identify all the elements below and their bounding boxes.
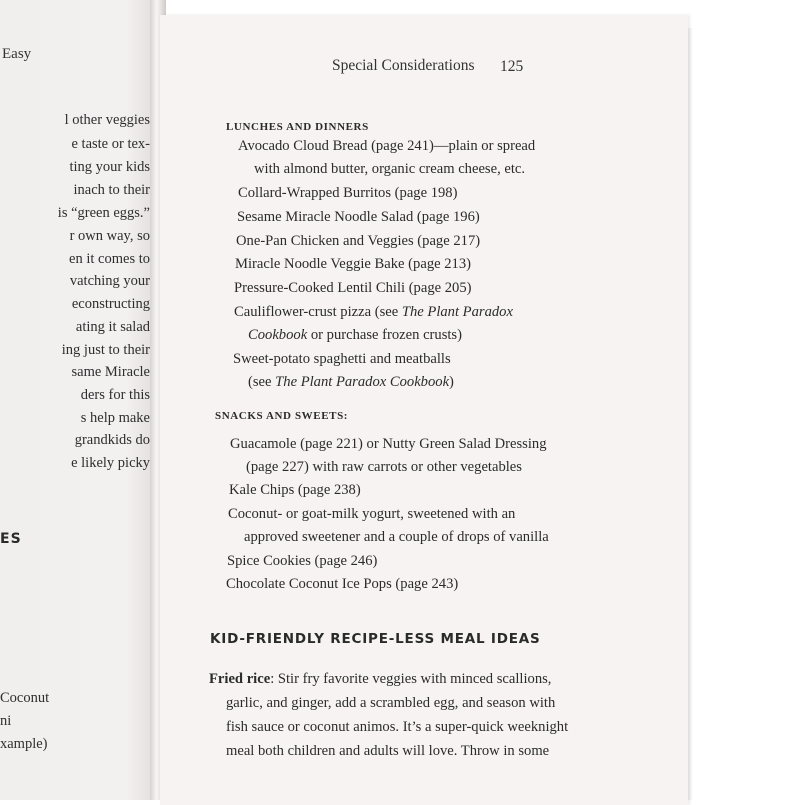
- section-label-snacks: SNACKS AND SWEETS:: [215, 410, 349, 422]
- list-item: Guacamole (page 221) or Nutty Green Salad Dressing: [230, 436, 547, 452]
- list-item: Pressure-Cooked Lentil Chili (page 205): [234, 280, 472, 296]
- left-page: [0, 0, 158, 800]
- left-text-line: xample): [0, 736, 48, 752]
- item-text: ): [449, 374, 454, 390]
- left-text-line: same Miracle: [71, 364, 150, 380]
- paragraph-line: garlic, and ginger, add a scrambled egg, and season with: [226, 695, 556, 711]
- left-text-line: s help make: [80, 410, 150, 426]
- book-title: Cookbook: [248, 327, 308, 343]
- list-item: Collard-Wrapped Burritos (page 198): [238, 185, 458, 201]
- fried-rice-term: Fried rice: [209, 671, 271, 687]
- left-text-line: inach to their: [73, 182, 150, 198]
- left-text-line: l other veggies: [64, 112, 150, 128]
- left-text-line: e likely picky: [71, 455, 150, 471]
- left-text-line: is “green eggs.”: [57, 205, 150, 221]
- item-text: Cauliflower-crust pizza (see: [234, 304, 402, 320]
- kid-friendly-heading: KID-FRIENDLY RECIPE-LESS MEAL IDEAS: [210, 631, 541, 647]
- left-text-line: ing just to their: [61, 342, 150, 358]
- list-item: One-Pan Chicken and Veggies (page 217): [236, 233, 481, 249]
- list-item: Sweet-potato spaghetti and meatballs: [233, 351, 451, 367]
- left-text-line: ni: [0, 713, 12, 729]
- left-text-line: vatching your: [69, 273, 150, 289]
- left-text-line: en it comes to: [69, 251, 150, 267]
- list-item: (page 227) with raw carrots or other vegetables: [246, 459, 522, 475]
- list-item: with almond butter, organic cream cheese, etc.: [254, 161, 526, 177]
- left-text-line: econstructing: [71, 296, 150, 312]
- list-item: Chocolate Coconut Ice Pops (page 243): [226, 576, 459, 592]
- book-title: The Plant Paradox: [401, 304, 513, 320]
- paragraph-text: : Stir fry favorite veggies with minced scallions,: [270, 671, 552, 687]
- left-text-line: r own way, so: [69, 228, 150, 244]
- left-text-line: ting your kids: [69, 159, 150, 175]
- running-head: Special Considerations: [332, 57, 475, 74]
- item-text: (see: [248, 374, 276, 390]
- paragraph-line: [209, 671, 551, 688]
- list-item: Miracle Noodle Veggie Bake (page 213): [235, 256, 471, 272]
- paragraph-line: meal both children and adults will love. Throw in some: [226, 743, 550, 759]
- list-item: Spice Cookies (page 246): [227, 553, 378, 569]
- section-label-lunches: LUNCHES AND DINNERS: [226, 121, 369, 133]
- left-text-line: e taste or tex-: [71, 136, 150, 152]
- list-item: [234, 304, 513, 321]
- list-item: [248, 327, 462, 344]
- list-item: Kale Chips (page 238): [229, 482, 361, 498]
- left-text-line: ating it salad: [75, 319, 150, 335]
- book-title: The Plant Paradox Cookbook: [275, 374, 450, 390]
- list-item: Avocado Cloud Bread (page 241)—plain or spread: [238, 138, 536, 154]
- left-section-heading: ES: [0, 531, 22, 547]
- list-item: [248, 374, 454, 391]
- left-running-head: Easy: [2, 46, 32, 62]
- item-text: or purchase frozen crusts): [307, 327, 462, 343]
- page-number: 125: [500, 58, 524, 75]
- left-text-line: ders for this: [80, 387, 150, 403]
- right-page: [160, 15, 688, 805]
- list-item: approved sweetener and a couple of drops of vanilla: [244, 529, 549, 545]
- left-text-line: Coconut: [0, 690, 50, 706]
- paragraph-line: fish sauce or coconut animos. It’s a super-quick weeknight: [226, 719, 569, 735]
- list-item: Sesame Miracle Noodle Salad (page 196): [237, 209, 480, 225]
- list-item: Coconut- or goat-milk yogurt, sweetened with an: [228, 506, 516, 522]
- left-text-line: grandkids do: [74, 432, 150, 448]
